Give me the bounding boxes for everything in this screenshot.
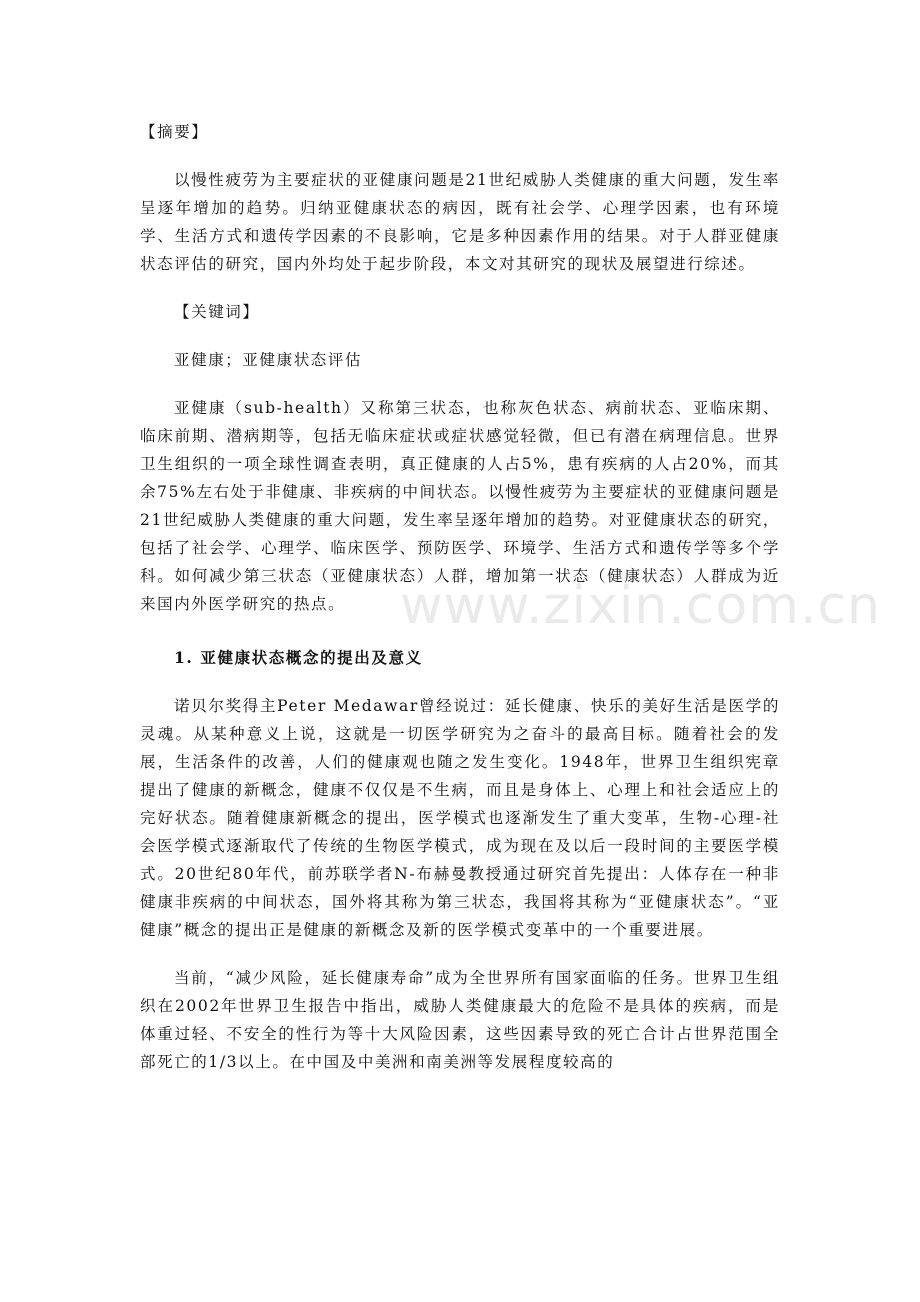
section-1-paragraph-1: 诺贝尔奖得主Peter Medawar曾经说过：延长健康、快乐的美好生活是医学的灵魂。从某种意义上说，这就是一切医学研究为之奋斗的最高目标。随着社会的发展，生活条件的改善，人们的健康观也随之发生变化。1948年，世界卫生组织宪章提出了健康的新概念，健康不仅仅是不生病，而且是身体上、心理上和社会适应上的完好状态。随着健康新概念的提出，医学模式也逐渐发生了重大变革，生物-心理-社会医学模式逐渐取代了传统的生物医学模式，成为现在及以后一段时间的主要医学模式。20世纪80年代，前苏联学者N-布赫曼教授通过研究首先提出：人体存在一种非健康非疾病的中间状态，国外将其称为第三状态，我国将其称为“亚健康状态”。“亚健康”概念的提出正是健康的新概念及新的医学模式变革中的一个重要进展。 [140,697,780,939]
document-body [140,118,780,1076]
section-1-heading: 1. 亚健康状态概念的提出及意义 [174,648,423,667]
watermark-text: www.zixin.com.cn [400,576,881,636]
abstract-paragraph: 以慢性疲劳为主要症状的亚健康问题是21世纪威胁人类健康的重大问题，发生率呈逐年增加的趋势。归纳亚健康状态的病因，既有社会学、心理学因素，也有环境学、生活方式和遗传学因素的不良影响，它是多种因素作用的结果。对于人群亚健康状态评估的研究，国内外均处于起步阶段，本文对其研究的现状及展望进行综述。 [140,171,780,273]
keywords-label: 【关键词】 [174,303,260,321]
abstract-label: 【摘要】 [140,123,209,141]
section-1-paragraph-2: 当前，“减少风险，延长健康寿命”成为全世界所有国家面临的任务。世界卫生组织在2002年世界卫生报告中指出，威胁人类健康最大的危险不是具体的疾病，而是体重过轻、不安全的性行为等十大风险因素，这些因素导致的死亡合计占世界范围全部死亡的1/3以上。在中国及中美洲和南美洲等发展程度较高的 [140,969,780,1071]
keywords-text: 亚健康；亚健康状态评估 [174,351,363,369]
intro-paragraph: 亚健康（sub-health）又称第三状态，也称灰色状态、病前状态、亚临床期、临床前期、潜病期等，包括无临床症状或症状感觉轻微，但已有潜在病理信息。世界卫生组织的一项全球性调查表明，真正健康的人占5%，患有疾病的人占20%，而其余75%左右处于非健康、非疾病的中间状态。以慢性疲劳为主要症状的亚健康问题是21世纪威胁人类健康的重大问题，发生率呈逐年增加的趋势。对亚健康状态的研究，包括了社会学、心理学、临床医学、预防医学、环境学、生活方式和遗传学等多个学科。如何减少第三状态（亚健康状态）人群，增加第一状态（健康状态）人群成为近来国内外医学研究的热点。 [140,399,780,613]
